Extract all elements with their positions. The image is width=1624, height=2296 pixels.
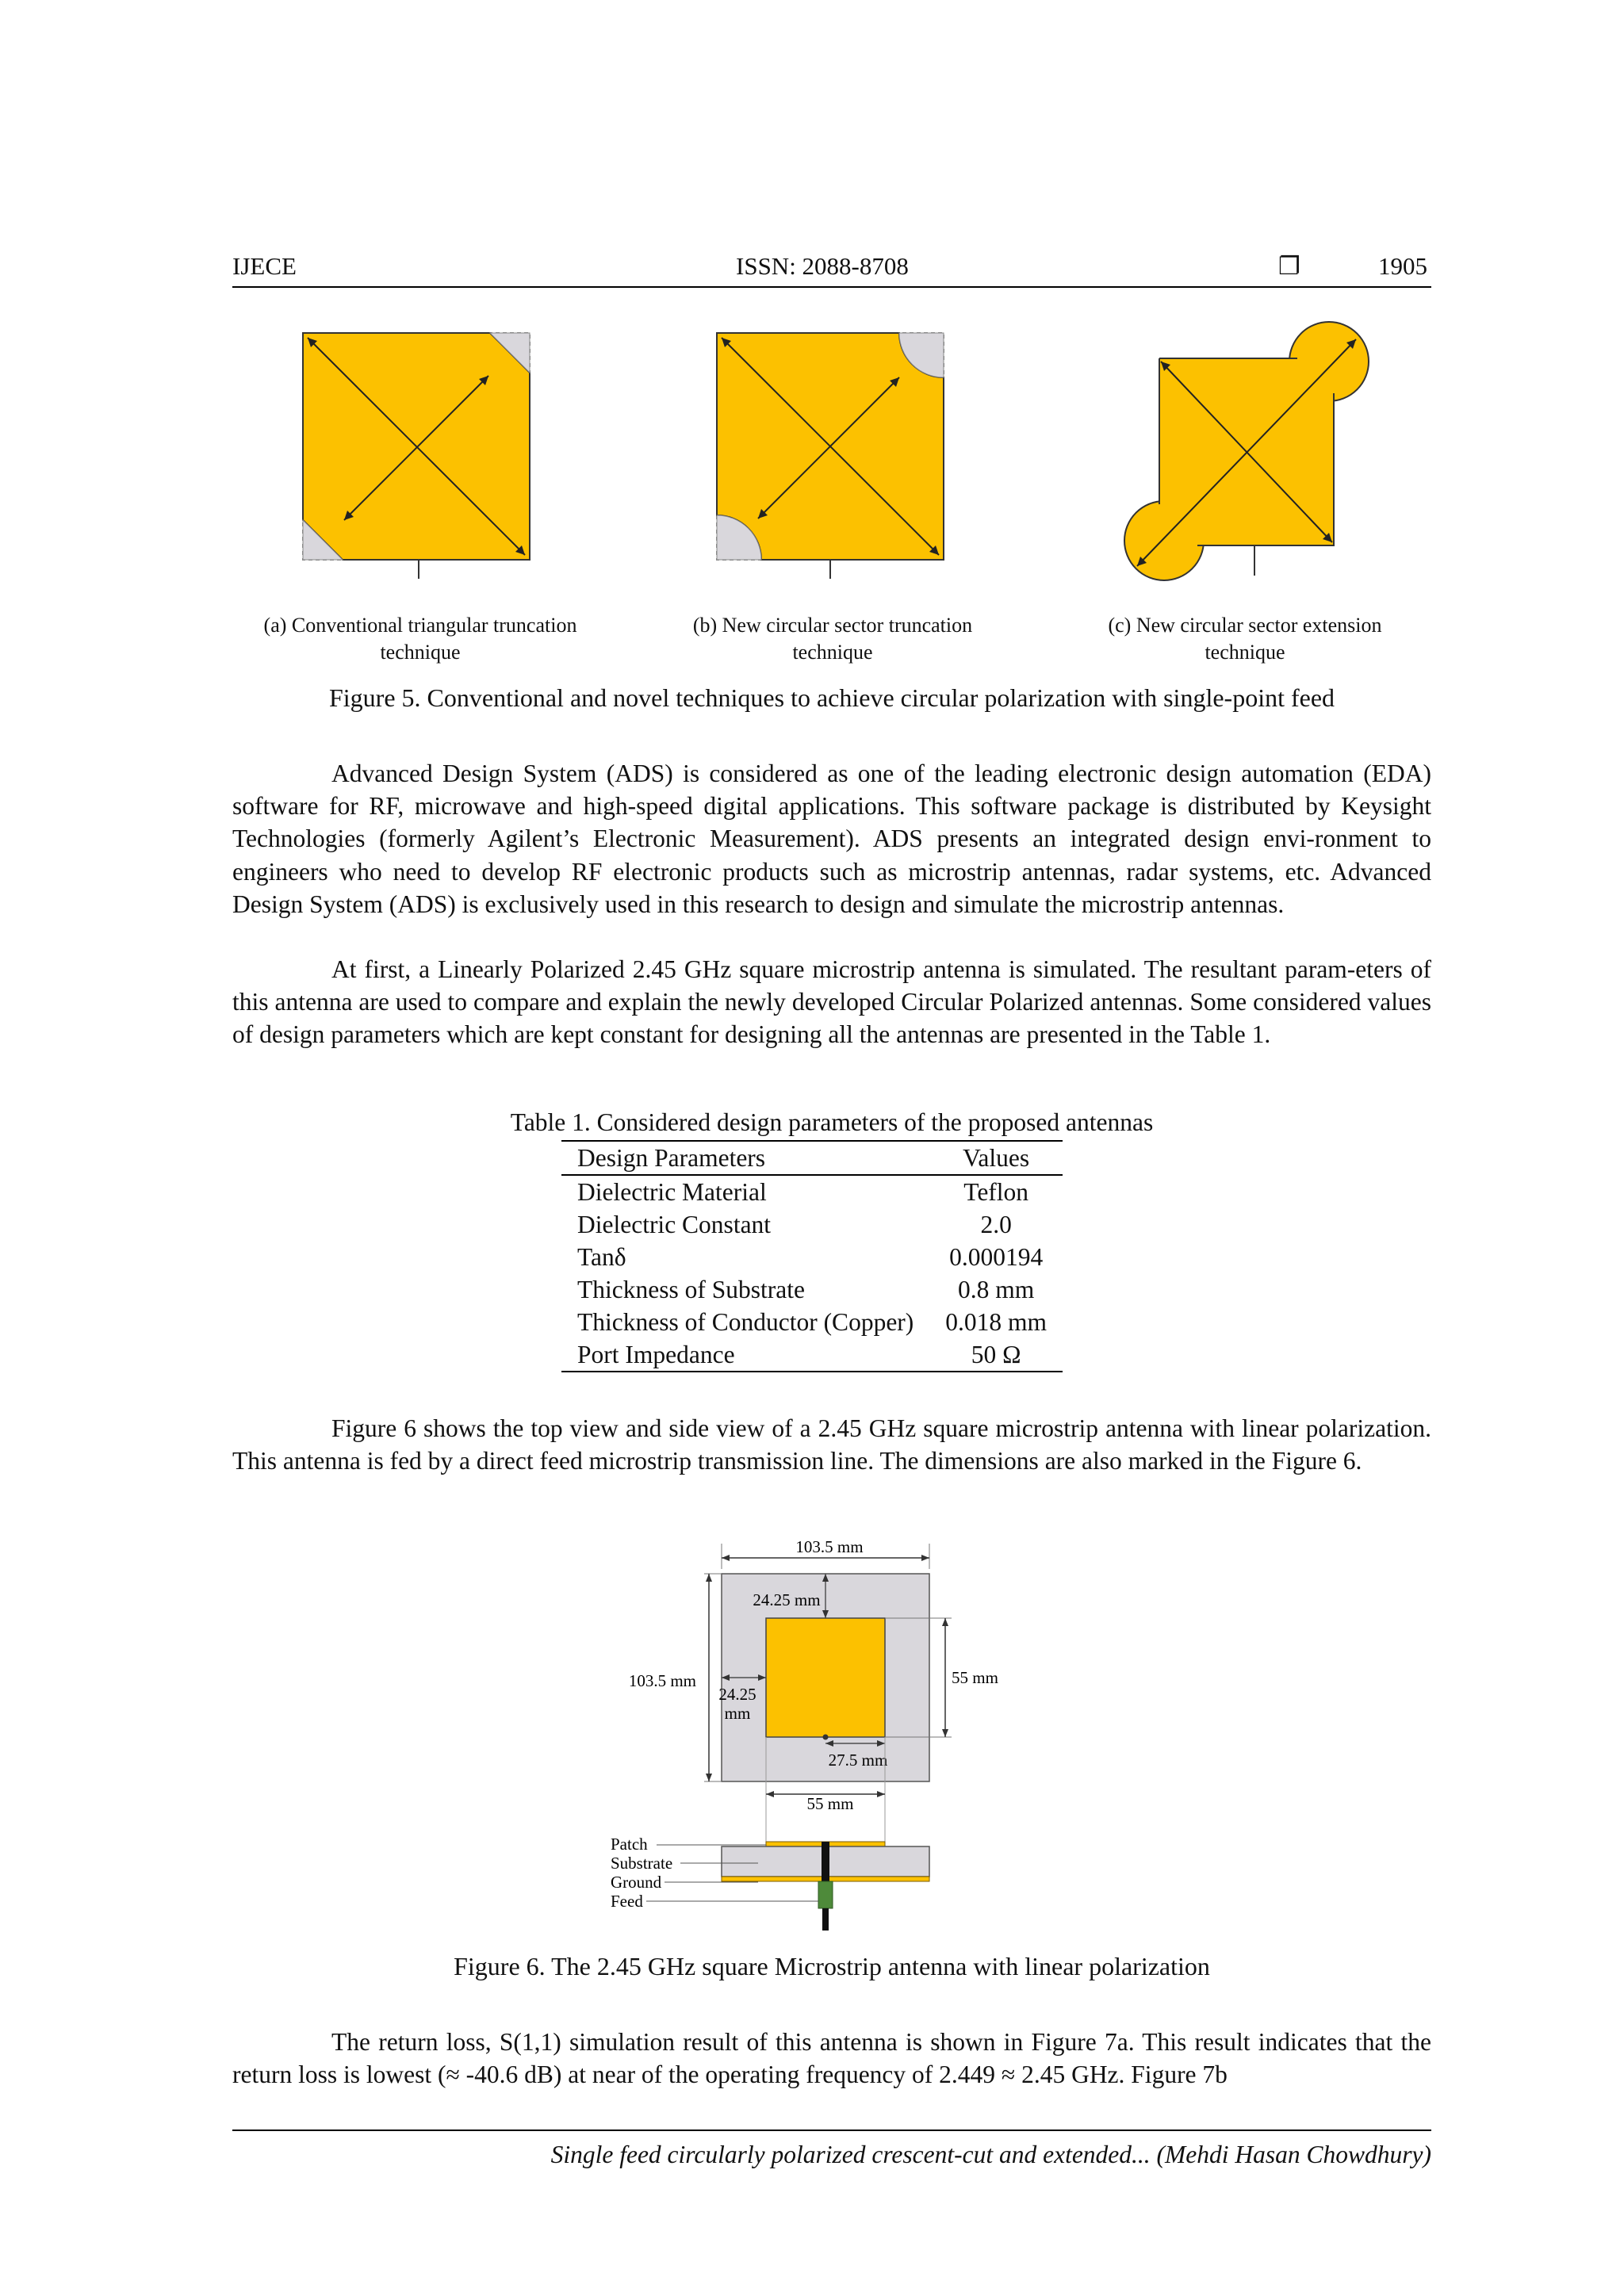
paragraph-return-loss-text: The return loss, S(1,1) simulation result of this antenna is shown in Figure 7a. This result indicates that the return loss is lowest (≈ -40.6 dB) at near of the operating frequency of 2.449 ≈ 2.45 GHz. Figure 7b	[232, 2028, 1431, 2089]
table1-caption: Table 1. Considered design parameters of the proposed antennas	[510, 1108, 1154, 1136]
dim-top-label: 103.5 mm	[795, 1537, 864, 1556]
figure6-diagram	[603, 1534, 1031, 1938]
paragraph-return-loss	[232, 2026, 1431, 2091]
label-feed: Feed	[611, 1892, 643, 1911]
table-cell: Port Impedance	[561, 1338, 929, 1372]
paragraph-linear-text: At first, a Linearly Polarized 2.45 GHz square microstrip antenna is simulated. The resultant param-eters of this antenna are used to compare and explain the newly developed Circular Polarized antennas. Some considered values of design parameters which are kept constant for designing all the antennas are presented in the Table 1.	[232, 955, 1431, 1049]
table-cell: Thickness of Substrate	[577, 1276, 805, 1303]
figure5b-diagram	[706, 325, 959, 579]
figure5c-diagram	[1110, 317, 1380, 587]
figure5a-caption-line1: (a) Conventional triangular truncation	[263, 614, 577, 637]
table-row	[561, 1241, 1063, 1273]
paragraph-figure6-text: Figure 6 shows the top view and side view of a 2.45 GHz square microstrip antenna with linear polarization. This antenna is fed by a direct feed microstrip transmission line. The dimensions are also marked in the Figure 6.	[232, 1414, 1431, 1475]
table-header-row	[561, 1141, 1063, 1175]
figure5c-caption-line2: technique	[1205, 641, 1285, 664]
box-icon: ❐	[1278, 252, 1300, 280]
table-row	[561, 1273, 1063, 1306]
figure5a-caption-line2: technique	[380, 641, 461, 664]
page-number: 1905	[1378, 252, 1427, 280]
parameters-table	[561, 1140, 1063, 1372]
table-cell: Tanδ	[577, 1243, 626, 1271]
running-title: Single feed circularly polarized crescent-cut and extended... (Mehdi Hasan Chowdhury)	[550, 2141, 1431, 2168]
table-row	[561, 1208, 1063, 1241]
table-cell: 0.000194	[949, 1243, 1044, 1271]
table-cell: Dielectric Material	[577, 1178, 767, 1206]
table-cell: 0.018 mm	[945, 1308, 1048, 1336]
header-rule	[232, 286, 1431, 288]
paragraph-linear	[232, 953, 1431, 1051]
dim-feed-label: 27.5 mm	[828, 1751, 888, 1770]
figure5a-caption	[238, 612, 603, 666]
figure5b-caption-line1: (b) New circular sector truncation	[692, 614, 973, 637]
dim-offset-top-label: 24.25 mm	[753, 1590, 821, 1609]
figure6-caption: Figure 6. The 2.45 GHz square Microstrip antenna with linear polarization	[454, 1952, 1210, 1980]
paragraph-ads	[232, 757, 1431, 920]
figure5-caption: Figure 5. Conventional and novel techniques to achieve circular polarization with single-point feed	[328, 683, 1335, 712]
footer-rule	[232, 2130, 1431, 2131]
figure5a-diagram	[293, 325, 547, 579]
table-row	[561, 1175, 1063, 1208]
journal-name: IJECE	[232, 252, 297, 280]
issn: ISSN: 2088-8708	[736, 252, 909, 280]
table-header-cell: Values	[929, 1141, 1063, 1175]
dim-patch-width-label: 55 mm	[806, 1794, 854, 1813]
table-cell: 0.8 mm	[958, 1276, 1035, 1303]
table-cell: Teflon	[963, 1178, 1029, 1206]
dim-patch-height-label: 55 mm	[952, 1668, 998, 1687]
table-cell: 50 Ω	[929, 1338, 1063, 1372]
label-ground: Ground	[611, 1873, 662, 1892]
paragraph-ads-text: Advanced Design System (ADS) is considered as one of the leading electronic design automation (EDA) software for RF, microwave and high-speed digital applications. This software package is distributed by Keysight Technologies (formerly Agilent’s Electronic Measurement). ADS presents an integrated design envi-ronment to engineers who need to develop RF electronic products such as microstrip antennas, radar systems, etc. Advanced Design System (ADS) is exclusively used in this research to design and simulate the microstrip antennas.	[232, 760, 1431, 918]
figure5c-caption-line1: (c) New circular sector extension	[1108, 614, 1382, 637]
paragraph-figure6	[232, 1412, 1431, 1477]
table-cell: Dielectric Constant	[577, 1211, 772, 1238]
table-cell: Thickness of Conductor (Copper)	[577, 1308, 914, 1336]
figure5c-caption	[1063, 612, 1427, 666]
table-row	[561, 1338, 1063, 1372]
table-cell: 2.0	[980, 1211, 1012, 1238]
figure5b-caption-line2: technique	[792, 641, 873, 664]
dim-offset-left-label-2: mm	[724, 1704, 751, 1723]
figure5b-caption	[650, 612, 1015, 666]
label-substrate: Substrate	[611, 1854, 673, 1873]
dim-left-label: 103.5 mm	[628, 1671, 696, 1690]
table-header-cell: Design Parameters	[561, 1141, 929, 1175]
dim-offset-left-label-1: 24.25	[718, 1685, 756, 1704]
label-patch: Patch	[611, 1835, 648, 1854]
table-row	[561, 1306, 1063, 1338]
